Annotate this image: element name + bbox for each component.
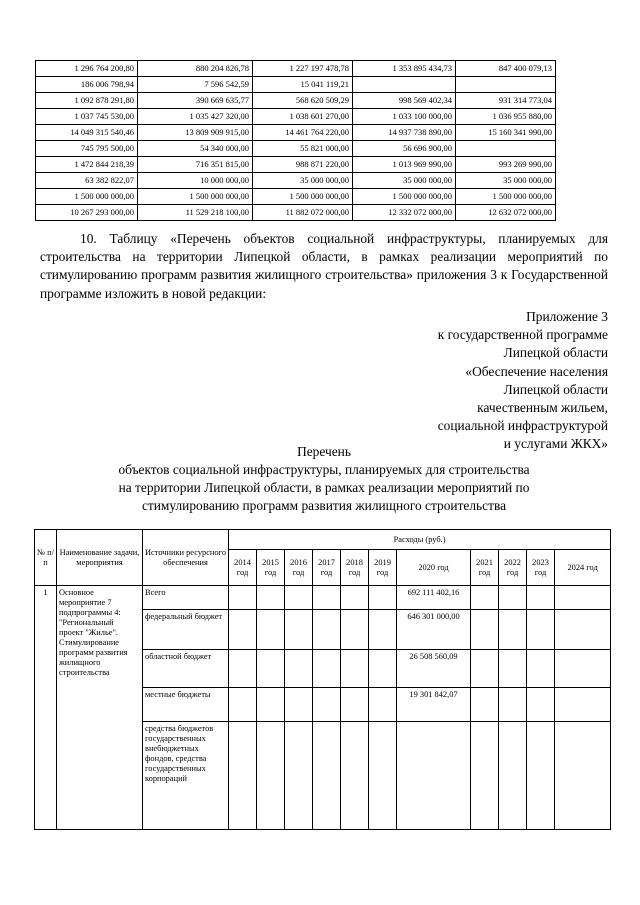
appendix-line: качественным жильем, bbox=[477, 400, 608, 416]
top-table-cell: 716 351 815,00 bbox=[138, 157, 253, 173]
top-table-cell: 11 882 072 000,00 bbox=[253, 205, 353, 221]
header-expenses: Расходы (руб.) bbox=[229, 530, 611, 550]
top-table-cell bbox=[353, 77, 456, 93]
top-table-row bbox=[36, 109, 556, 125]
expense-cell bbox=[341, 586, 369, 610]
expense-2020: 19 301 842,07 bbox=[397, 688, 471, 722]
expense-cell bbox=[369, 650, 397, 688]
expense-cell bbox=[285, 610, 313, 650]
top-table-cell: 1 500 000 000,00 bbox=[353, 189, 456, 205]
expense-cell bbox=[285, 586, 313, 610]
top-table-cell: 931 314 773,04 bbox=[456, 93, 556, 109]
list-title-line: стимулированию программ развития жилищного строительства bbox=[141, 498, 507, 513]
expense-cell bbox=[257, 610, 285, 650]
header-sources: Источники ресурсного обеспечения bbox=[143, 530, 229, 586]
expense-cell bbox=[499, 586, 527, 610]
objects-table-body bbox=[35, 586, 611, 830]
top-table-cell bbox=[456, 141, 556, 157]
appendix-line: Липецкой области bbox=[503, 345, 608, 361]
top-table-cell: 1 035 427 320,00 bbox=[138, 109, 253, 125]
expense-cell bbox=[229, 586, 257, 610]
header-year: 2024 год bbox=[555, 550, 611, 586]
top-table-cell: 15 160 341 990,00 bbox=[456, 125, 556, 141]
top-table-cell: 1 037 745 530,00 bbox=[36, 109, 138, 125]
top-table-cell: 186 006 798,94 bbox=[36, 77, 138, 93]
top-table-cell: 1 353 895 434,73 bbox=[353, 61, 456, 77]
expense-cell bbox=[555, 688, 611, 722]
expense-cell bbox=[499, 650, 527, 688]
expense-cell bbox=[313, 722, 341, 830]
measure-name: Основное мероприятие 7 подпрограммы 4: "Региональный проект "Жилье". Стимулирование программ развития жилищного строительства bbox=[57, 586, 143, 830]
top-table-cell: 1 500 000 000,00 bbox=[253, 189, 353, 205]
expense-cell bbox=[555, 610, 611, 650]
top-table-cell: 14 049 315 540,46 bbox=[36, 125, 138, 141]
expense-cell bbox=[285, 722, 313, 830]
amendment-paragraph: 10. Таблицу «Перечень объектов социальной инфраструктуры, планируемых для строительства на территории Липецкой области, в рамках реализации мероприятий по стимулированию программ развития жилищного строительства» приложения 3 к Государственной программе изложить в новой редакции: bbox=[40, 231, 608, 301]
expense-cell bbox=[471, 688, 499, 722]
expense-cell bbox=[555, 586, 611, 610]
expense-cell bbox=[369, 688, 397, 722]
expense-cell bbox=[257, 688, 285, 722]
header-year: 2021 год bbox=[471, 550, 499, 586]
expense-cell bbox=[229, 722, 257, 830]
expense-cell bbox=[499, 610, 527, 650]
expense-cell bbox=[257, 650, 285, 688]
list-title-line: на территории Липецкой области, в рамках реализации мероприятий по bbox=[118, 480, 530, 495]
expense-2020 bbox=[397, 722, 471, 830]
expense-cell bbox=[555, 650, 611, 688]
appendix-line: социальной инфраструктурой bbox=[437, 418, 608, 434]
top-table-cell: 1 500 000 000,00 bbox=[456, 189, 556, 205]
list-title-line: объектов социальной инфраструктуры, планируемых для строительства bbox=[118, 462, 530, 477]
top-table-cell: 847 400 079,13 bbox=[456, 61, 556, 77]
expense-cell bbox=[257, 586, 285, 610]
appendix-line: к государственной программе bbox=[437, 327, 608, 343]
top-table-cell: 14 461 764 220,00 bbox=[253, 125, 353, 141]
top-table-cell: 998 569 402,34 bbox=[353, 93, 456, 109]
header-year: 2020 год bbox=[397, 550, 471, 586]
top-table-cell bbox=[456, 77, 556, 93]
expense-cell bbox=[527, 722, 555, 830]
top-table-cell: 35 000 000,00 bbox=[253, 173, 353, 189]
top-table-cell: 56 696 900,00 bbox=[353, 141, 456, 157]
list-title bbox=[40, 443, 608, 515]
expense-cell bbox=[471, 586, 499, 610]
top-table-cell: 1 500 000 000,00 bbox=[36, 189, 138, 205]
header-year: 2017 год bbox=[313, 550, 341, 586]
expense-cell bbox=[369, 610, 397, 650]
top-table-cell: 54 340 000,00 bbox=[138, 141, 253, 157]
expense-cell bbox=[555, 722, 611, 830]
top-table-cell: 11 529 218 100,00 bbox=[138, 205, 253, 221]
top-table-cell: 1 036 955 880,00 bbox=[456, 109, 556, 125]
expense-cell bbox=[285, 650, 313, 688]
top-numbers-table bbox=[35, 60, 556, 221]
top-table-cell: 10 000 000,00 bbox=[138, 173, 253, 189]
objects-table-row bbox=[35, 586, 611, 610]
appendix-block bbox=[348, 308, 608, 454]
expense-cell bbox=[229, 650, 257, 688]
top-table-cell: 14 937 738 890,00 bbox=[353, 125, 456, 141]
top-table-row bbox=[36, 77, 556, 93]
list-heading: Перечень bbox=[297, 444, 351, 459]
top-table-cell: 568 620 509,29 bbox=[253, 93, 353, 109]
top-table-row bbox=[36, 157, 556, 173]
appendix-line: Липецкой области bbox=[503, 381, 608, 397]
header-year: 2015 год bbox=[257, 550, 285, 586]
appendix-line: и услугами ЖКХ» bbox=[503, 436, 608, 452]
top-table-cell: 1 038 601 270,00 bbox=[253, 109, 353, 125]
expense-2020: 692 111 402,16 bbox=[397, 586, 471, 610]
row-number: 1 bbox=[35, 586, 57, 830]
top-table-cell: 1 033 100 000,00 bbox=[353, 109, 456, 125]
top-table-cell: 1 472 844 218,39 bbox=[36, 157, 138, 173]
funding-source: федеральный бюджет bbox=[143, 610, 229, 650]
expense-cell bbox=[341, 610, 369, 650]
expense-cell bbox=[499, 688, 527, 722]
expense-2020: 646 301 000,00 bbox=[397, 610, 471, 650]
expense-cell bbox=[341, 650, 369, 688]
top-table-cell: 35 000 000,00 bbox=[353, 173, 456, 189]
top-table-row bbox=[36, 141, 556, 157]
header-year: 2019 год bbox=[369, 550, 397, 586]
expense-cell bbox=[229, 688, 257, 722]
header-year: 2014 год bbox=[229, 550, 257, 586]
expense-cell bbox=[527, 688, 555, 722]
expense-cell bbox=[527, 610, 555, 650]
top-table-row bbox=[36, 125, 556, 141]
top-table-cell: 35 000 000,00 bbox=[456, 173, 556, 189]
top-table-row bbox=[36, 61, 556, 77]
expense-cell bbox=[369, 722, 397, 830]
funding-source: средства бюджетов государственных внебюджетных фондов, средства государственных корпораций bbox=[143, 722, 229, 830]
funding-source: Всего bbox=[143, 586, 229, 610]
top-table-row bbox=[36, 205, 556, 221]
header-year: 2023 год bbox=[527, 550, 555, 586]
top-table-cell: 15 041 119,21 bbox=[253, 77, 353, 93]
top-table-cell: 880 204 826,78 bbox=[138, 61, 253, 77]
expense-cell bbox=[257, 722, 285, 830]
header-year: 2022 год bbox=[499, 550, 527, 586]
expense-cell bbox=[471, 722, 499, 830]
expense-cell bbox=[285, 688, 313, 722]
top-table-cell: 63 382 822,07 bbox=[36, 173, 138, 189]
top-table-cell: 1 500 000 000,00 bbox=[138, 189, 253, 205]
header-num: № п/п bbox=[35, 530, 57, 586]
top-table-cell: 1 013 969 990,00 bbox=[353, 157, 456, 173]
top-table-cell: 55 821 000,00 bbox=[253, 141, 353, 157]
expense-cell bbox=[499, 722, 527, 830]
top-table-cell: 7 596 542,59 bbox=[138, 77, 253, 93]
expense-cell bbox=[313, 688, 341, 722]
expense-cell bbox=[369, 586, 397, 610]
top-table-cell: 1 296 764 200,80 bbox=[36, 61, 138, 77]
header-year: 2018 год bbox=[341, 550, 369, 586]
top-table-row bbox=[36, 189, 556, 205]
expense-cell bbox=[527, 650, 555, 688]
top-table-row bbox=[36, 93, 556, 109]
expense-cell bbox=[313, 586, 341, 610]
expense-cell bbox=[229, 610, 257, 650]
expense-cell bbox=[313, 650, 341, 688]
funding-source: местные бюджеты bbox=[143, 688, 229, 722]
appendix-line: «Обеспечение населения bbox=[465, 363, 608, 379]
top-table-cell: 10 267 293 000,00 bbox=[36, 205, 138, 221]
top-table-cell: 745 795 500,00 bbox=[36, 141, 138, 157]
funding-source: областной бюджет bbox=[143, 650, 229, 688]
expense-cell bbox=[341, 722, 369, 830]
top-table-cell: 390 669 635,77 bbox=[138, 93, 253, 109]
top-table-cell: 13 809 909 915,00 bbox=[138, 125, 253, 141]
header-year: 2016 год bbox=[285, 550, 313, 586]
top-table-cell: 12 332 072 000,00 bbox=[353, 205, 456, 221]
expense-2020: 26 508 560,09 bbox=[397, 650, 471, 688]
objects-table bbox=[34, 529, 611, 830]
top-table-row bbox=[36, 173, 556, 189]
appendix-line: Приложение 3 bbox=[526, 309, 608, 324]
top-table-cell: 1 227 197 478,78 bbox=[253, 61, 353, 77]
top-table-cell: 993 269 990,00 bbox=[456, 157, 556, 173]
expense-cell bbox=[341, 688, 369, 722]
top-table-cell: 988 871 220,00 bbox=[253, 157, 353, 173]
expense-cell bbox=[313, 610, 341, 650]
top-numbers-table-body bbox=[36, 61, 556, 221]
expense-cell bbox=[527, 586, 555, 610]
expense-cell bbox=[471, 610, 499, 650]
expense-cell bbox=[471, 650, 499, 688]
top-table-cell: 1 092 878 291,80 bbox=[36, 93, 138, 109]
header-name: Наименование задачи, мероприятия bbox=[57, 530, 143, 586]
top-table-cell: 12 632 072 000,00 bbox=[456, 205, 556, 221]
